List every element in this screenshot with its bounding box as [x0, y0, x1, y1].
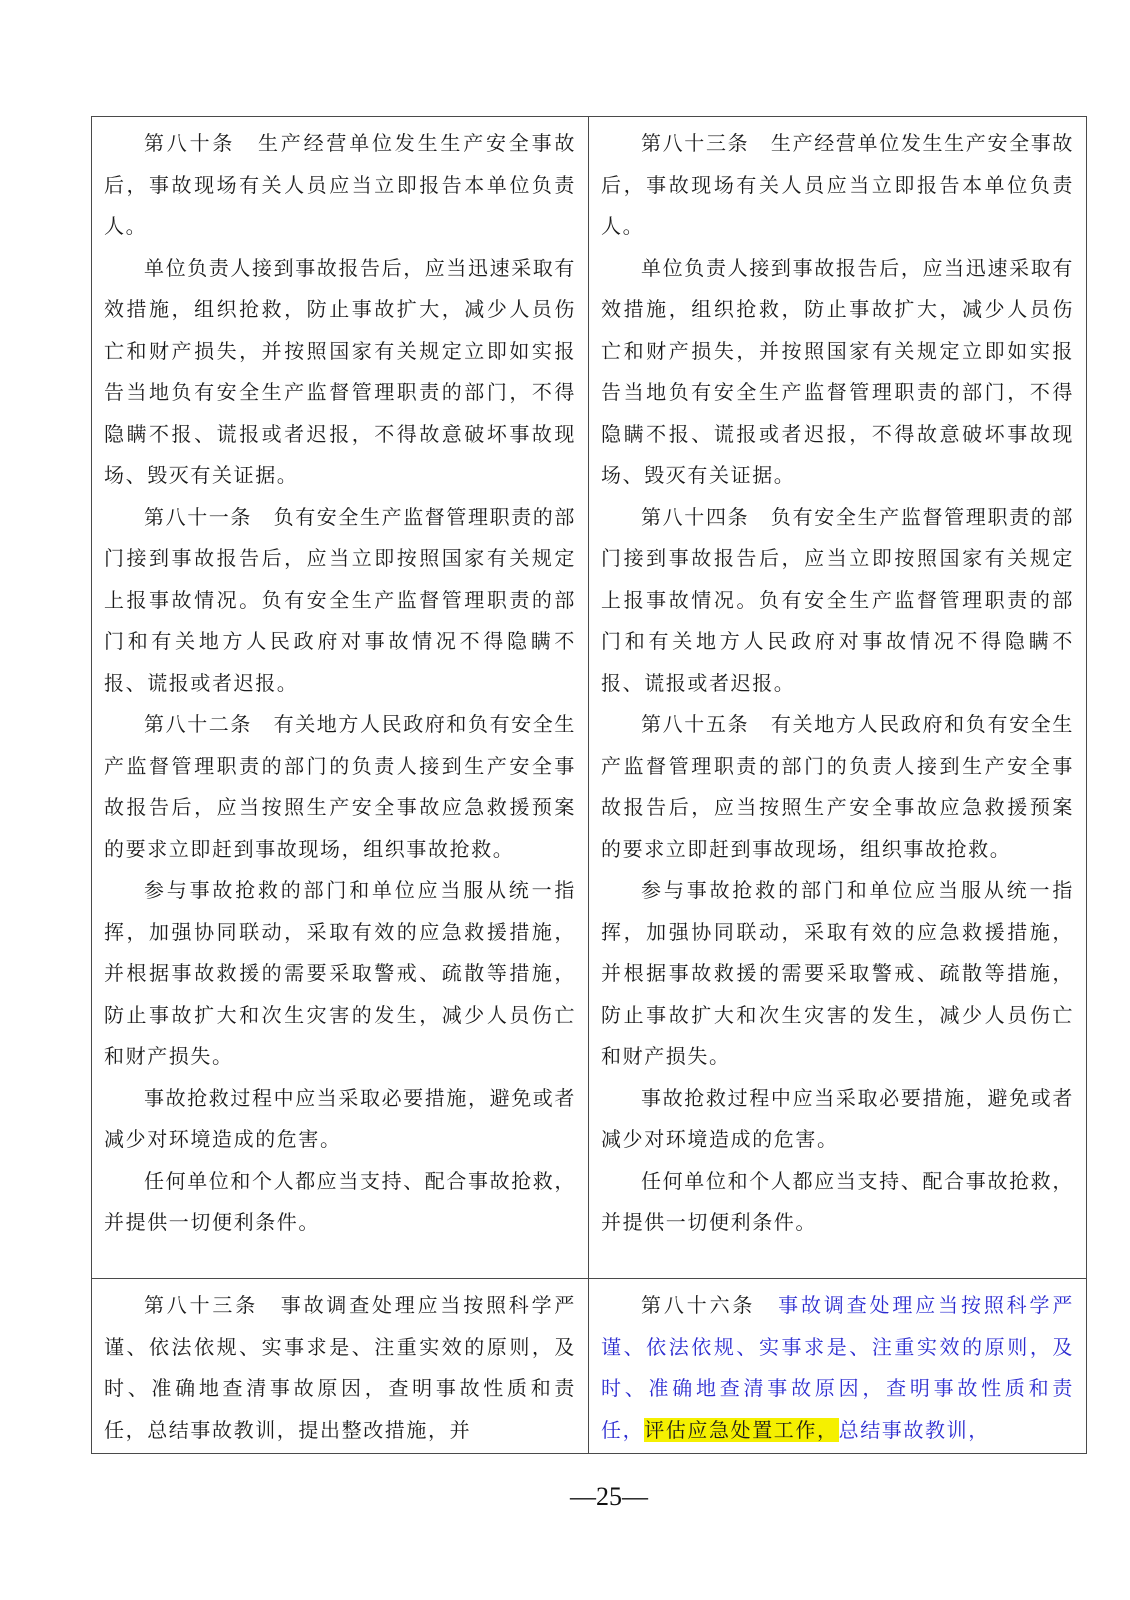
- table-row: [92, 1279, 1087, 1454]
- left-paragraph: 单位负责人接到事故报告后，应当迅速采取有效措施，组织抢救，防止事故扩大，减少人员伤亡和财产损失，并按照国家有关规定立即如实报告当地负有安全生产监督管理职责的部门，不得隐瞒不报、谎报或者迟报，不得故意破坏事故现场、毁灭有关证据。: [104, 255, 576, 487]
- right-paragraph: 第八十三条 生产经营单位发生生产安全事故后，事故现场有关人员应当立即报告本单位负责人。: [601, 131, 1074, 238]
- right-paragraph: 任何单位和个人都应当支持、配合事故抢救，并提供一切便利条件。: [601, 1168, 1074, 1234]
- right-paragraph: 单位负责人接到事故报告后，应当迅速采取有效措施，组织抢救，防止事故扩大，减少人员伤亡和财产损失，并按照国家有关规定立即如实报告当地负有安全生产监督管理职责的部门，不得隐瞒不报、谎报或者迟报，不得故意破坏事故现场、毁灭有关证据。: [601, 255, 1074, 487]
- left-paragraph: 任何单位和个人都应当支持、配合事故抢救，并提供一切便利条件。: [104, 1168, 576, 1234]
- added-text: 事故调查处理应当按照科学严谨、依法依规、实事求是、注重实效的原则，及时、准确地查清事故原因，查明事故性质和责任，: [601, 1293, 1074, 1442]
- left-paragraph: 第八十条 生产经营单位发生生产安全事故后，事故现场有关人员应当立即报告本单位负责人。: [104, 131, 576, 238]
- left-paragraph: 第八十一条 负有安全生产监督管理职责的部门接到事故报告后，应当立即按照国家有关规定上报事故情况。负有安全生产监督管理职责的部门和有关地方人民政府对事故情况不得隐瞒不报、谎报或者迟报。: [104, 504, 576, 695]
- left-column-cell: [92, 1279, 589, 1454]
- right-paragraph: [601, 1285, 1074, 1451]
- right-paragraph: 事故抢救过程中应当采取必要措施，避免或者减少对环境造成的危害。: [601, 1085, 1074, 1151]
- table-row: [92, 117, 1087, 1279]
- page-number: —25—: [570, 1482, 648, 1511]
- left-paragraph: 第八十三条 事故调查处理应当按照科学严谨、依法依规、实事求是、注重实效的原则，及时、准确地查清事故原因，查明事故性质和责任，总结事故教训，提出整改措施，并: [104, 1293, 576, 1442]
- right-paragraph: 第八十四条 负有安全生产监督管理职责的部门接到事故报告后，应当立即按照国家有关规定上报事故情况。负有安全生产监督管理职责的部门和有关地方人民政府对事故情况不得隐瞒不报、谎报或者迟报。: [601, 504, 1074, 695]
- highlighted-text: 评估应急处置工作，: [644, 1417, 839, 1442]
- left-paragraph: 第八十二条 有关地方人民政府和负有安全生产监督管理职责的部门的负责人接到生产安全事故报告后，应当按照生产安全事故应急救援预案的要求立即赶到事故现场，组织事故抢救。: [104, 712, 576, 861]
- comparison-table: [91, 116, 1087, 1454]
- left-column-cell: [92, 117, 589, 1279]
- article-number: 第八十六条: [641, 1293, 779, 1317]
- right-paragraph: 参与事故抢救的部门和单位应当服从统一指挥，加强协同联动，采取有效的应急救援措施，并根据事故救援的需要采取警戒、疏散等措施，防止事故扩大和次生灾害的发生，减少人员伤亡和财产损失。: [601, 878, 1074, 1068]
- left-paragraph: 参与事故抢救的部门和单位应当服从统一指挥，加强协同联动，采取有效的应急救援措施，并根据事故救援的需要采取警戒、疏散等措施，防止事故扩大和次生灾害的发生，减少人员伤亡和财产损失。: [104, 878, 576, 1068]
- right-column-cell: [589, 117, 1087, 1279]
- right-paragraph: 第八十五条 有关地方人民政府和负有安全生产监督管理职责的部门的负责人接到生产安全事故报告后，应当按照生产安全事故应急救援预案的要求立即赶到事故现场，组织事故抢救。: [601, 712, 1074, 861]
- right-column-cell: [589, 1279, 1087, 1454]
- added-text: 总结事故教训，: [838, 1417, 990, 1442]
- left-paragraph: 事故抢救过程中应当采取必要措施，避免或者减少对环境造成的危害。: [104, 1085, 576, 1151]
